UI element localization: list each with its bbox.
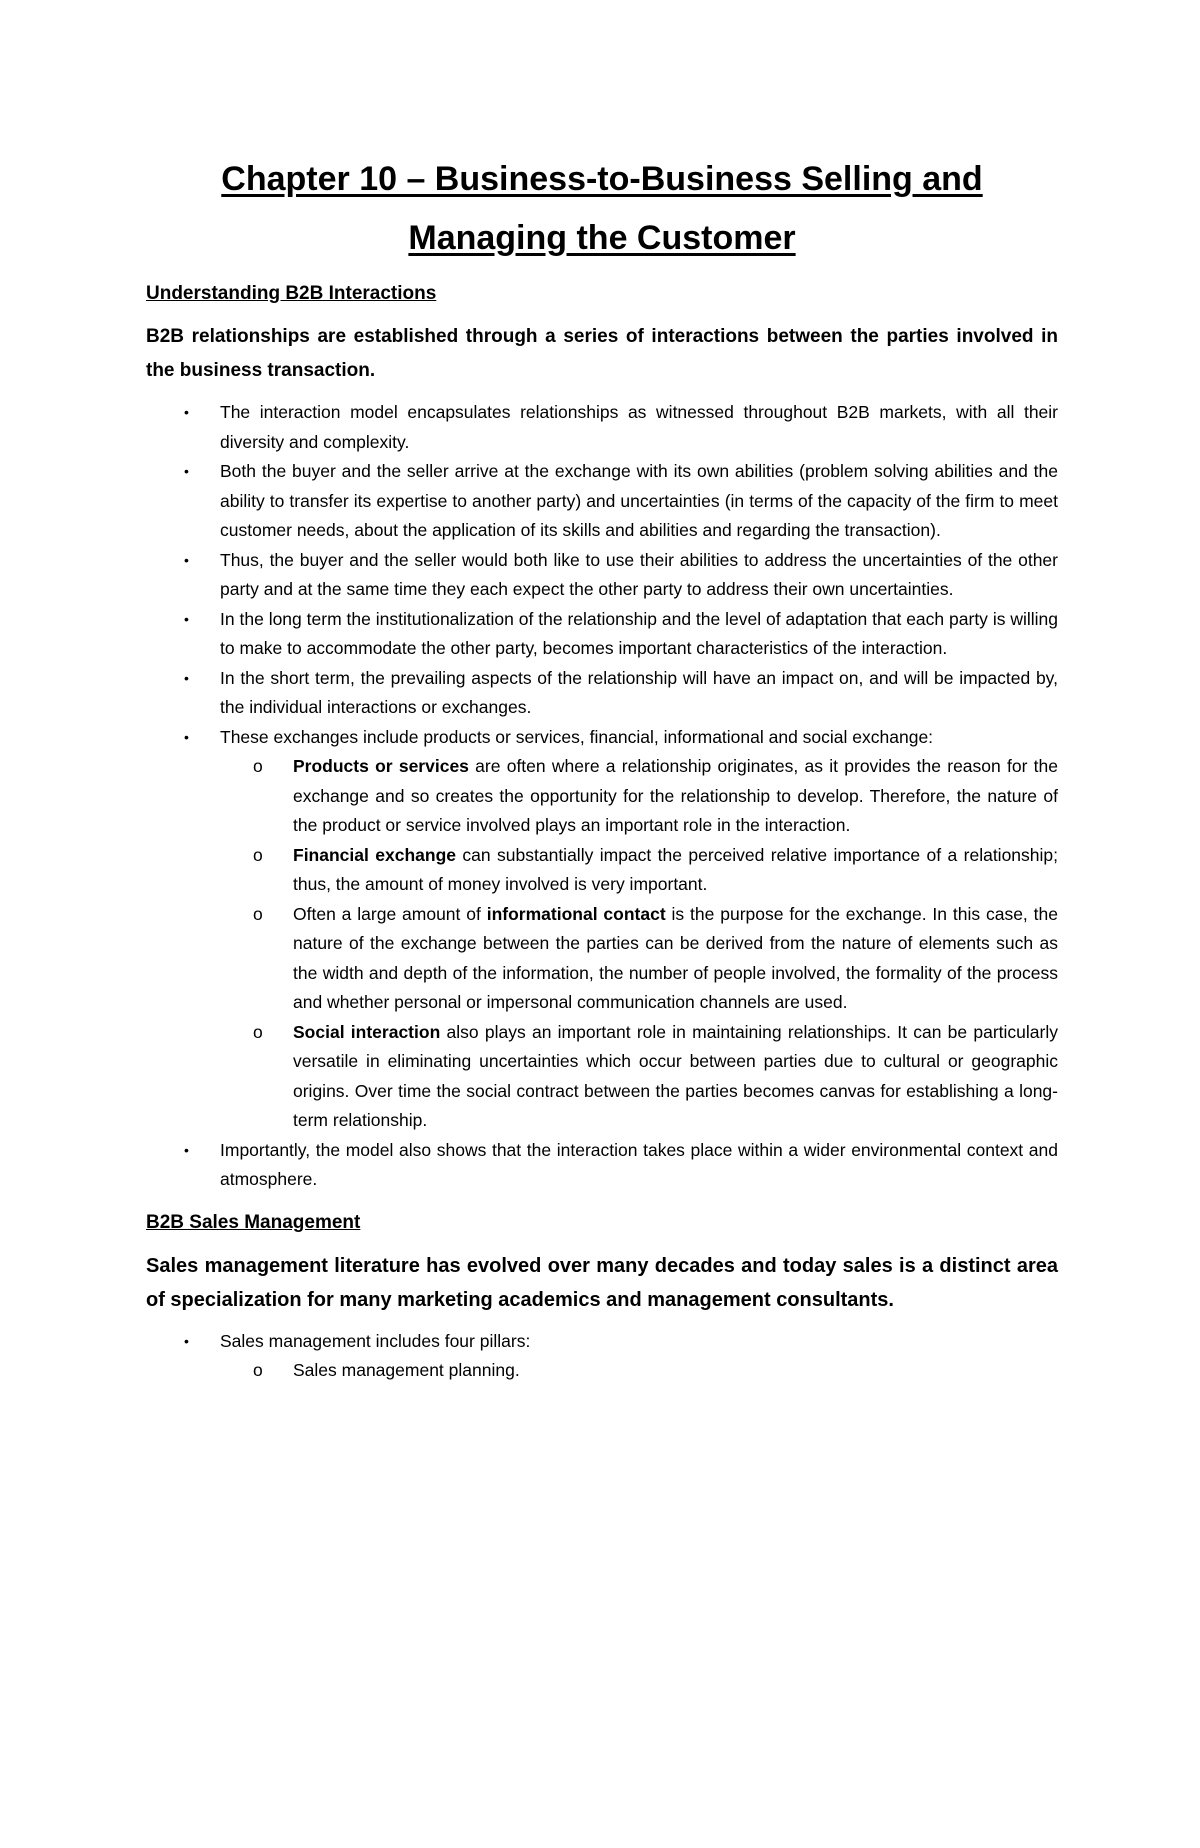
- bullet-marker: •: [184, 669, 189, 686]
- sub-list-item: [220, 1356, 1058, 1386]
- list-item: [146, 398, 1058, 457]
- section-heading-b2b-interactions: Understanding B2B Interactions: [146, 283, 437, 304]
- sub-list-item: [220, 841, 1058, 900]
- document-page: [0, 150, 1200, 1848]
- sub-item-bold: Social interaction: [293, 1021, 441, 1042]
- section-lead-b2b-interactions: B2B relationships are established through a series of interactions between the parties involved in the business transaction.: [146, 326, 1058, 381]
- sub-item-post: also plays an important role in maintaining relationships. It can be particularly versatile in eliminating uncertainties which occur between parties due to cultural or geographic origins. Over time the social contract between the parties becomes canvas for establishing a long-term relationship.: [293, 1021, 1058, 1130]
- section-lead-sales-management: Sales management literature has evolved over many decades and today sales is a distinct area of specialization for many marketing academics and management consultants.: [146, 1254, 1058, 1311]
- bullet-list-interactions: [146, 398, 1058, 1195]
- list-item-text: In the short term, the prevailing aspects of the relationship will have an impact on, and will be impacted by, the individual interactions or exchanges.: [220, 667, 1058, 717]
- list-item-text: These exchanges include products or services, financial, informational and social exchange:: [220, 726, 934, 747]
- bullet-marker: •: [184, 551, 189, 568]
- title-line-1: Chapter 10 – Business-to-Business Selling and: [221, 160, 983, 198]
- sub-bullet-marker: o: [253, 756, 263, 776]
- list-item: [146, 723, 1058, 1136]
- bullet-marker: •: [184, 404, 189, 420]
- sub-bullet-marker: o: [253, 1021, 263, 1042]
- sub-bullet-list-exchanges: [220, 752, 1058, 1136]
- sub-item-text: Sales management planning.: [293, 1360, 520, 1380]
- list-item-text: Both the buyer and the seller arrive at the exchange with its own abilities (problem solving abilities and the ability to transfer its expertise to another party) and uncertainties (in terms of the capacity of the firm to meet customer needs, about the application of its skills and abilities and regarding the transaction).: [220, 461, 1058, 540]
- sub-item-bold: Financial exchange: [293, 844, 456, 865]
- bullet-list-sales-management: [146, 1327, 1058, 1386]
- sub-item-bold: informational contact: [486, 903, 666, 924]
- sub-item-post: is the purpose for the exchange. In this case, the nature of the exchange between the parties can be derived from the nature of elements such as the width and depth of the information, the number of people involved, the formality of the process and whether personal or impersonal communication channels are used.: [293, 903, 1058, 1012]
- bullet-marker: •: [184, 728, 189, 745]
- sub-bullet-list-pillars: [220, 1356, 1058, 1386]
- list-item: [146, 1327, 1058, 1386]
- sub-item-pre: Often a large amount of: [293, 903, 487, 924]
- bullet-marker: •: [184, 1332, 189, 1349]
- title-line-2: Managing the Customer: [408, 219, 796, 257]
- sub-list-item: [220, 752, 1058, 841]
- bullet-marker: •: [184, 1141, 189, 1158]
- bullet-marker: •: [184, 610, 189, 627]
- sub-item-post: can substantially impact the perceived relative importance of a relationship; thus, the amount of money involved is very important.: [293, 844, 1058, 894]
- section-heading-sales-management: B2B Sales Management: [146, 1211, 361, 1233]
- list-item: [146, 1136, 1058, 1195]
- list-item: [146, 546, 1058, 605]
- list-item: [146, 664, 1058, 723]
- bullet-marker: •: [184, 463, 189, 479]
- sub-item-post: are often where a relationship originates, as it provides the reason for the exchange and so creates the opportunity for the relationship to develop. Therefore, the nature of the product or service involved plays an important role in the interaction.: [293, 756, 1058, 835]
- list-item-text: Sales management includes four pillars:: [220, 1330, 531, 1351]
- list-item-text: Thus, the buyer and the seller would both like to use their abilities to address the uncertainties of the other party and at the same time they each expect the other party to address their own uncertainties.: [220, 549, 1058, 599]
- list-item-text: In the long term the institutionalization of the relationship and the level of adaptation that each party is willing to make to accommodate the other party, becomes important characteristics of the interaction.: [220, 608, 1058, 658]
- sub-bullet-marker: o: [253, 844, 263, 865]
- sub-bullet-marker: o: [253, 1360, 263, 1380]
- sub-bullet-marker: o: [253, 903, 263, 924]
- list-item: [146, 457, 1058, 546]
- list-item-text: Importantly, the model also shows that the interaction takes place within a wider environmental context and atmosphere.: [220, 1139, 1058, 1189]
- page-title: [146, 150, 1058, 268]
- list-item-text: The interaction model encapsulates relationships as witnessed throughout B2B markets, with all their diversity and complexity.: [220, 402, 1058, 452]
- sub-list-item: [220, 1018, 1058, 1136]
- sub-list-item: [220, 900, 1058, 1018]
- list-item: [146, 605, 1058, 664]
- sub-item-bold: Products or services: [293, 756, 469, 776]
